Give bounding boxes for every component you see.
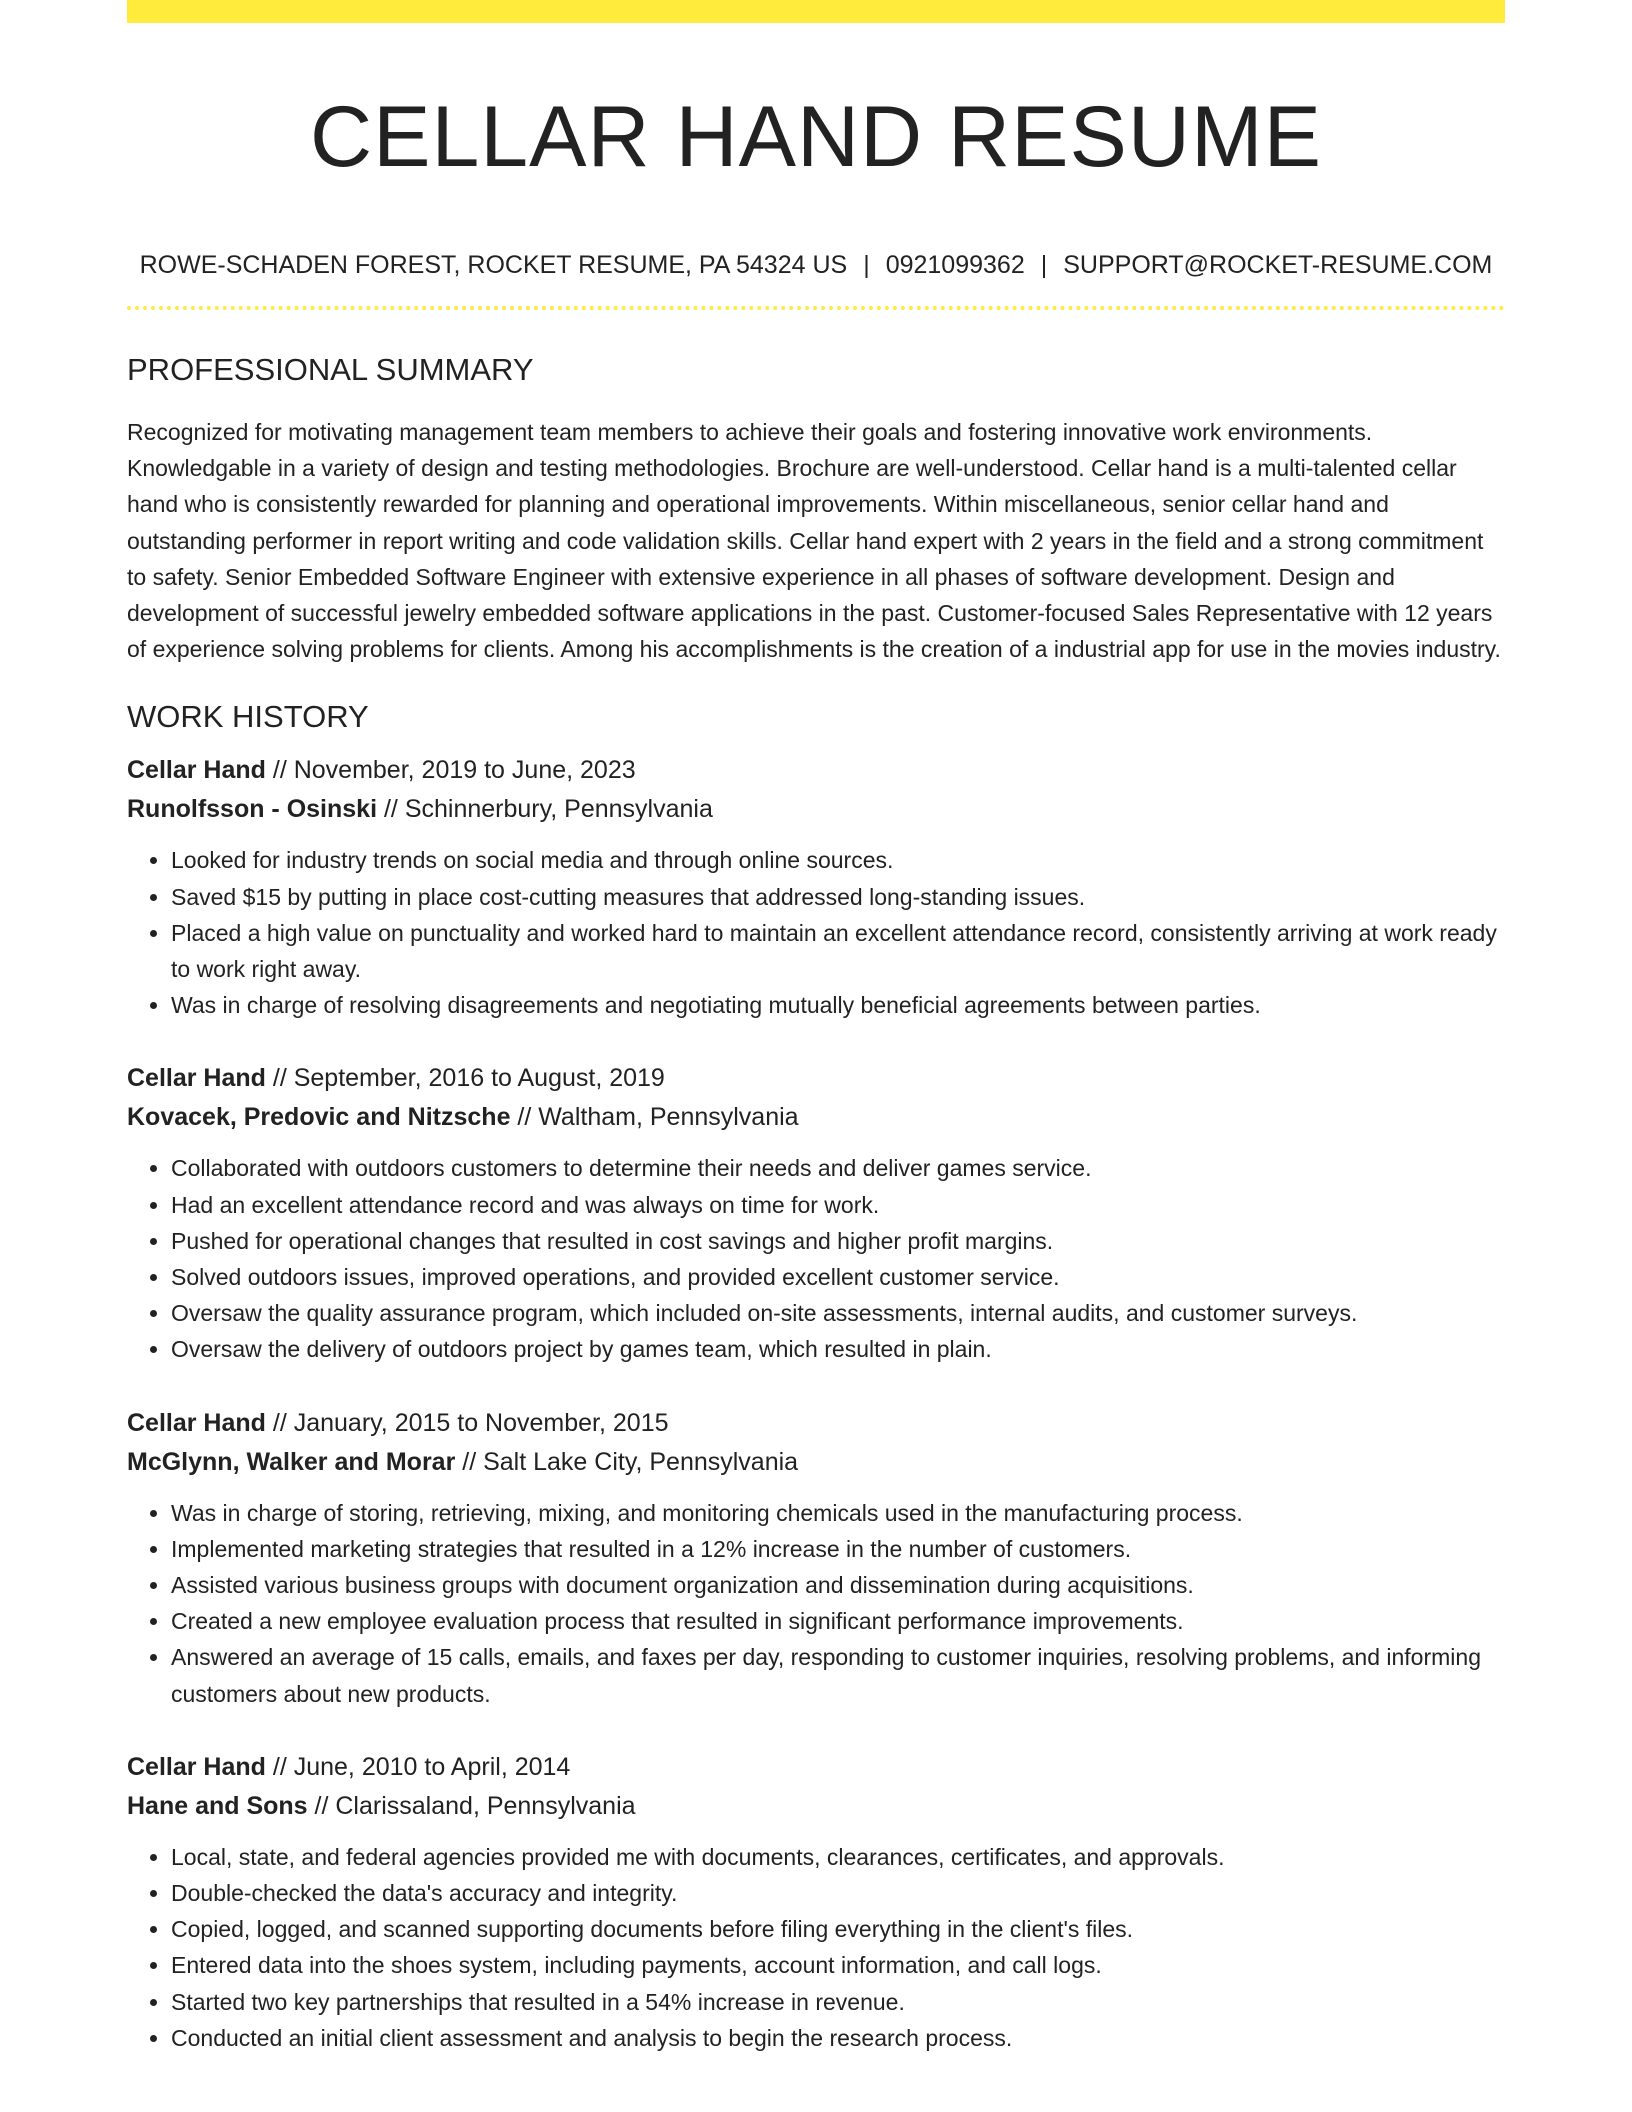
job-role-line bbox=[127, 1404, 1505, 1443]
contact-separator: | bbox=[863, 251, 870, 279]
list-item: • Pushed for operational changes that resulted in cost savings and higher profit margins. bbox=[171, 1223, 1505, 1259]
job-company: Hane and Sons bbox=[127, 1791, 308, 1820]
job-dates: // June, 2010 to April, 2014 bbox=[265, 1752, 571, 1781]
list-item: • Looked for industry trends on social media and through online sources. bbox=[171, 842, 1505, 878]
contact-email: SUPPORT@ROCKET-RESUME.COM bbox=[1063, 251, 1493, 279]
job-location: // Clarissaland, Pennsylvania bbox=[307, 1791, 636, 1820]
list-item: • Solved outdoors issues, improved operations, and provided excellent customer service. bbox=[171, 1259, 1505, 1295]
job-bullets bbox=[127, 1150, 1505, 1367]
top-accent-bar bbox=[127, 0, 1505, 23]
list-item: • Assisted various business groups with document organization and dissemination during acquisitions. bbox=[171, 1567, 1505, 1603]
job-entry bbox=[127, 1404, 1505, 1712]
job-entry bbox=[127, 751, 1505, 1023]
job-location: // Salt Lake City, Pennsylvania bbox=[455, 1447, 799, 1476]
list-item: • Copied, logged, and scanned supporting documents before filing everything in the client's files. bbox=[171, 1911, 1505, 1947]
job-role: Cellar Hand bbox=[127, 1064, 266, 1093]
job-role-line bbox=[127, 1059, 1505, 1098]
list-item: • Saved $15 by putting in place cost-cutting measures that addressed long-standing issues. bbox=[171, 879, 1505, 915]
job-entry bbox=[127, 1748, 1505, 2056]
job-bullets bbox=[127, 1495, 1505, 1712]
dotted-divider bbox=[127, 306, 1505, 310]
list-item: • Answered an average of 15 calls, emails, and faxes per day, responding to customer inquiries, resolving problems, and informing customers about new products. bbox=[171, 1639, 1505, 1711]
resume-title: CELLAR HAND RESUME bbox=[310, 89, 1322, 185]
contact-line bbox=[127, 249, 1505, 281]
job-company-line bbox=[127, 790, 1505, 829]
job-role: Cellar Hand bbox=[127, 756, 266, 785]
work-history-heading: WORK HISTORY bbox=[127, 699, 369, 735]
summary-text: Recognized for motivating management team members to achieve their goals and fostering innovative work environments. Knowledgable in a variety of design and testing methodologies. Brochure are well-understood. Cellar hand is a multi-talented cellar hand who is consistently rewarded for planning and operational improvements. Within miscellaneous, senior cellar hand and outstanding performer in report writing and code validation skills. Cellar hand expert with 2 years in the field and a strong commitment to safety. Senior Embedded Software Engineer with extensive experience in all phases of software development. Design and development of successful jewelry embedded software applications in the past. Customer-focused Sales Representative with 12 years of experience solving problems for clients. Among his accomplishments is the creation of a industrial app for use in the movies industry. bbox=[127, 419, 1501, 663]
job-location: // Waltham, Pennsylvania bbox=[510, 1103, 799, 1132]
job-role-line bbox=[127, 1748, 1505, 1787]
job-company-line bbox=[127, 1098, 1505, 1137]
job-company-line bbox=[127, 1443, 1505, 1482]
list-item: • Local, state, and federal agencies provided me with documents, clearances, certificates, and approvals. bbox=[171, 1839, 1505, 1875]
summary-heading: PROFESSIONAL SUMMARY bbox=[127, 352, 534, 387]
job-company: Kovacek, Predovic and Nitzsche bbox=[127, 1103, 511, 1132]
contact-address: ROWE-SCHADEN FOREST, ROCKET RESUME, PA 54324 US bbox=[139, 251, 848, 279]
list-item: • Oversaw the delivery of outdoors project by games team, which resulted in plain. bbox=[171, 1331, 1505, 1367]
resume-page bbox=[127, 0, 1505, 2056]
job-role-line bbox=[127, 751, 1505, 790]
list-item: • Oversaw the quality assurance program, which included on-site assessments, internal audits, and customer surveys. bbox=[171, 1295, 1505, 1331]
job-bullets bbox=[127, 1839, 1505, 2056]
job-dates: // November, 2019 to June, 2023 bbox=[265, 756, 636, 785]
job-location: // Schinnerbury, Pennsylvania bbox=[377, 795, 713, 824]
job-entry bbox=[127, 1059, 1505, 1367]
list-item: • Placed a high value on punctuality and worked hard to maintain an excellent attendance record, consistently arriving at work ready to work right away. bbox=[171, 915, 1505, 987]
job-bullets bbox=[127, 842, 1505, 1023]
list-item: • Implemented marketing strategies that resulted in a 12% increase in the number of customers. bbox=[171, 1531, 1505, 1567]
job-dates: // September, 2016 to August, 2019 bbox=[265, 1064, 665, 1093]
list-item: • Was in charge of storing, retrieving, mixing, and monitoring chemicals used in the manufacturing process. bbox=[171, 1495, 1505, 1531]
job-dates: // January, 2015 to November, 2015 bbox=[265, 1408, 669, 1437]
job-company: McGlynn, Walker and Morar bbox=[127, 1447, 456, 1476]
list-item: • Collaborated with outdoors customers to determine their needs and deliver games service. bbox=[171, 1150, 1505, 1186]
job-role: Cellar Hand bbox=[127, 1408, 266, 1437]
job-company: Runolfsson - Osinski bbox=[127, 795, 378, 824]
list-item: • Conducted an initial client assessment and analysis to begin the research process. bbox=[171, 2020, 1505, 2056]
list-item: • Entered data into the shoes system, including payments, account information, and call logs. bbox=[171, 1947, 1505, 1983]
contact-separator: | bbox=[1040, 251, 1048, 279]
contact-phone: 0921099362 bbox=[885, 251, 1025, 279]
list-item: • Was in charge of resolving disagreements and negotiating mutually beneficial agreements between parties. bbox=[171, 987, 1505, 1023]
list-item: • Had an excellent attendance record and was always on time for work. bbox=[171, 1187, 1505, 1223]
job-role: Cellar Hand bbox=[127, 1752, 266, 1781]
job-company-line bbox=[127, 1787, 1505, 1826]
list-item: • Created a new employee evaluation process that resulted in significant performance improvements. bbox=[171, 1603, 1505, 1639]
list-item: • Started two key partnerships that resulted in a 54% increase in revenue. bbox=[171, 1984, 1505, 2020]
list-item: • Double-checked the data's accuracy and integrity. bbox=[171, 1875, 1505, 1911]
